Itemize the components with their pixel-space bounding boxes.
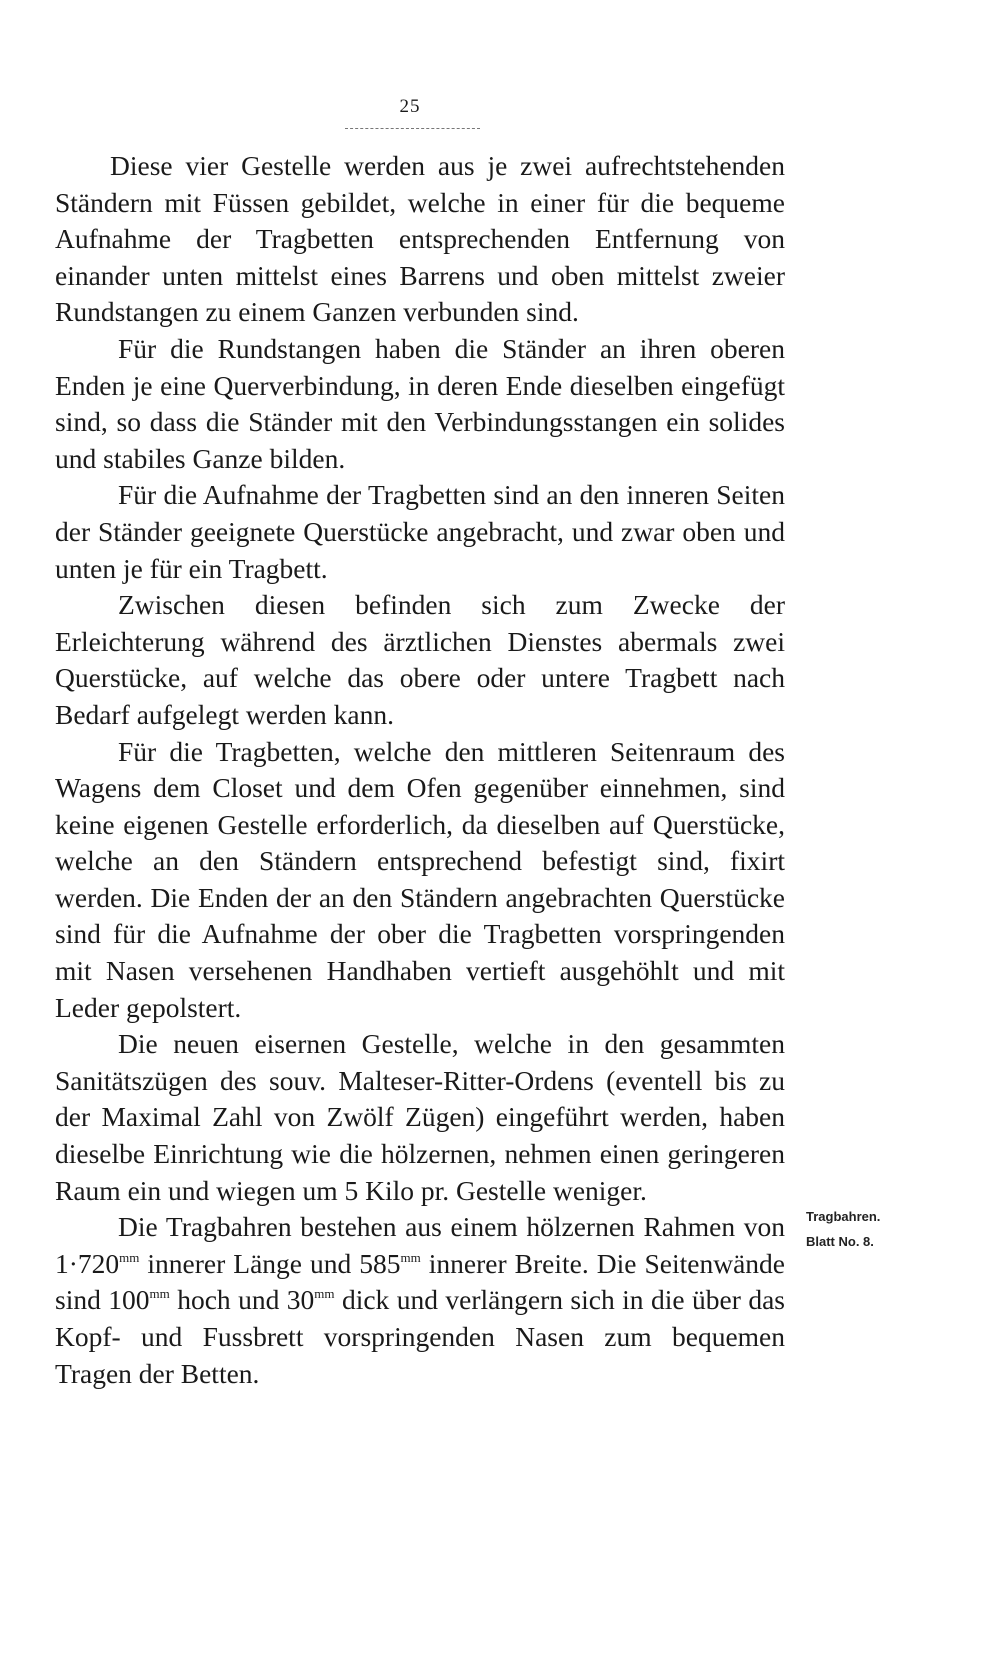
paragraph-3: Für die Aufnahme der Tragbetten sind an den inneren Seiten der Ständer geeignete Querstücke angebracht, und zwar oben und unten je für ein Tragbett.: [55, 479, 785, 584]
paragraph-7-part-1: Die Tragbahren bestehen aus einem hölzernen Rahmen von 1·720: [55, 1211, 785, 1279]
margin-note: [806, 1204, 906, 1254]
margin-note-plate-reference: Blatt No. 8.: [806, 1234, 874, 1249]
unit-superscript-1: mm: [119, 1249, 140, 1265]
page-number: 25: [399, 96, 421, 117]
paragraph-7-part-4: hoch und 30: [169, 1284, 315, 1316]
body-text: [55, 148, 785, 1392]
paragraph-2: Für die Rundstangen haben die Ständer an ihren oberen Enden je eine Querverbindung, in deren Ende dieselben eingefügt sind, so dass die Ständer mit den Verbindungsstangen ein solides und stabiles Ganze bilden.: [55, 332, 785, 474]
paragraph-7-part-3: innerer Breite. Die Seitenwände sind 100: [55, 1247, 785, 1316]
unit-superscript-3: mm: [149, 1286, 170, 1302]
unit-superscript-4: mm: [314, 1286, 335, 1302]
paragraph-6: Die neuen eisernen Gestelle, welche in den gesammten Sanitätszügen des souv. Malteser-Ritter-Ordens (eventell bis zu der Maximal Zahl von Zwölf Zügen) eingeführt werden, haben dieselbe Einrichtung wie die hölzernen, nehmen einen geringeren Raum ein und wiegen um 5 Kilo pr. Gestelle weniger.: [55, 1028, 785, 1206]
unit-superscript-2: mm: [400, 1249, 421, 1265]
paragraph-7: [55, 1209, 785, 1392]
margin-note-title: Tragbahren.: [806, 1209, 881, 1224]
paragraph-4: Zwischen diesen befinden sich zum Zwecke der Erleichterung während des ärztlichen Dienstes abermals zwei Querstücke, auf welche das obere oder untere Tragbett nach Bedarf aufgelegt werden kann.: [55, 589, 785, 730]
paragraph-5: Für die Tragbetten, welche den mittleren Seitenraum des Wagens dem Closet und dem Ofen gegenüber einnehmen, sind keine eigenen Gestelle erforderlich, da dieselben auf Querstücke, welche an den Ständern entsprechend befestigt sind, fixirt werden. Die Enden der an den Ständern angebrachten Querstücke sind für die Aufnahme der ober die Tragbetten vorspringenden mit Nasen versehenen Handhaben vertieft ausgehöhlt und mit Leder gepolstert.: [55, 735, 785, 1023]
page-number-rule: [345, 128, 480, 129]
paragraph-1: Diese vier Gestelle werden aus je zwei aufrechtstehenden Ständern mit Füssen gebildet, welche in einer für die bequeme Aufnahme der Tragbetten entsprechenden Entfernung von einander unten mittelst eines Barrens und oben mittelst zweier Rundstangen zu einem Ganzen verbunden sind.: [55, 150, 785, 328]
paragraph-7-part-2: innerer Länge und 585: [139, 1247, 401, 1279]
paragraph-7-part-5: dick und verlängern sich in die über das Kopf- und Fussbrett vorspringenden Nasen zum bequemen Tragen der Betten.: [55, 1284, 785, 1389]
